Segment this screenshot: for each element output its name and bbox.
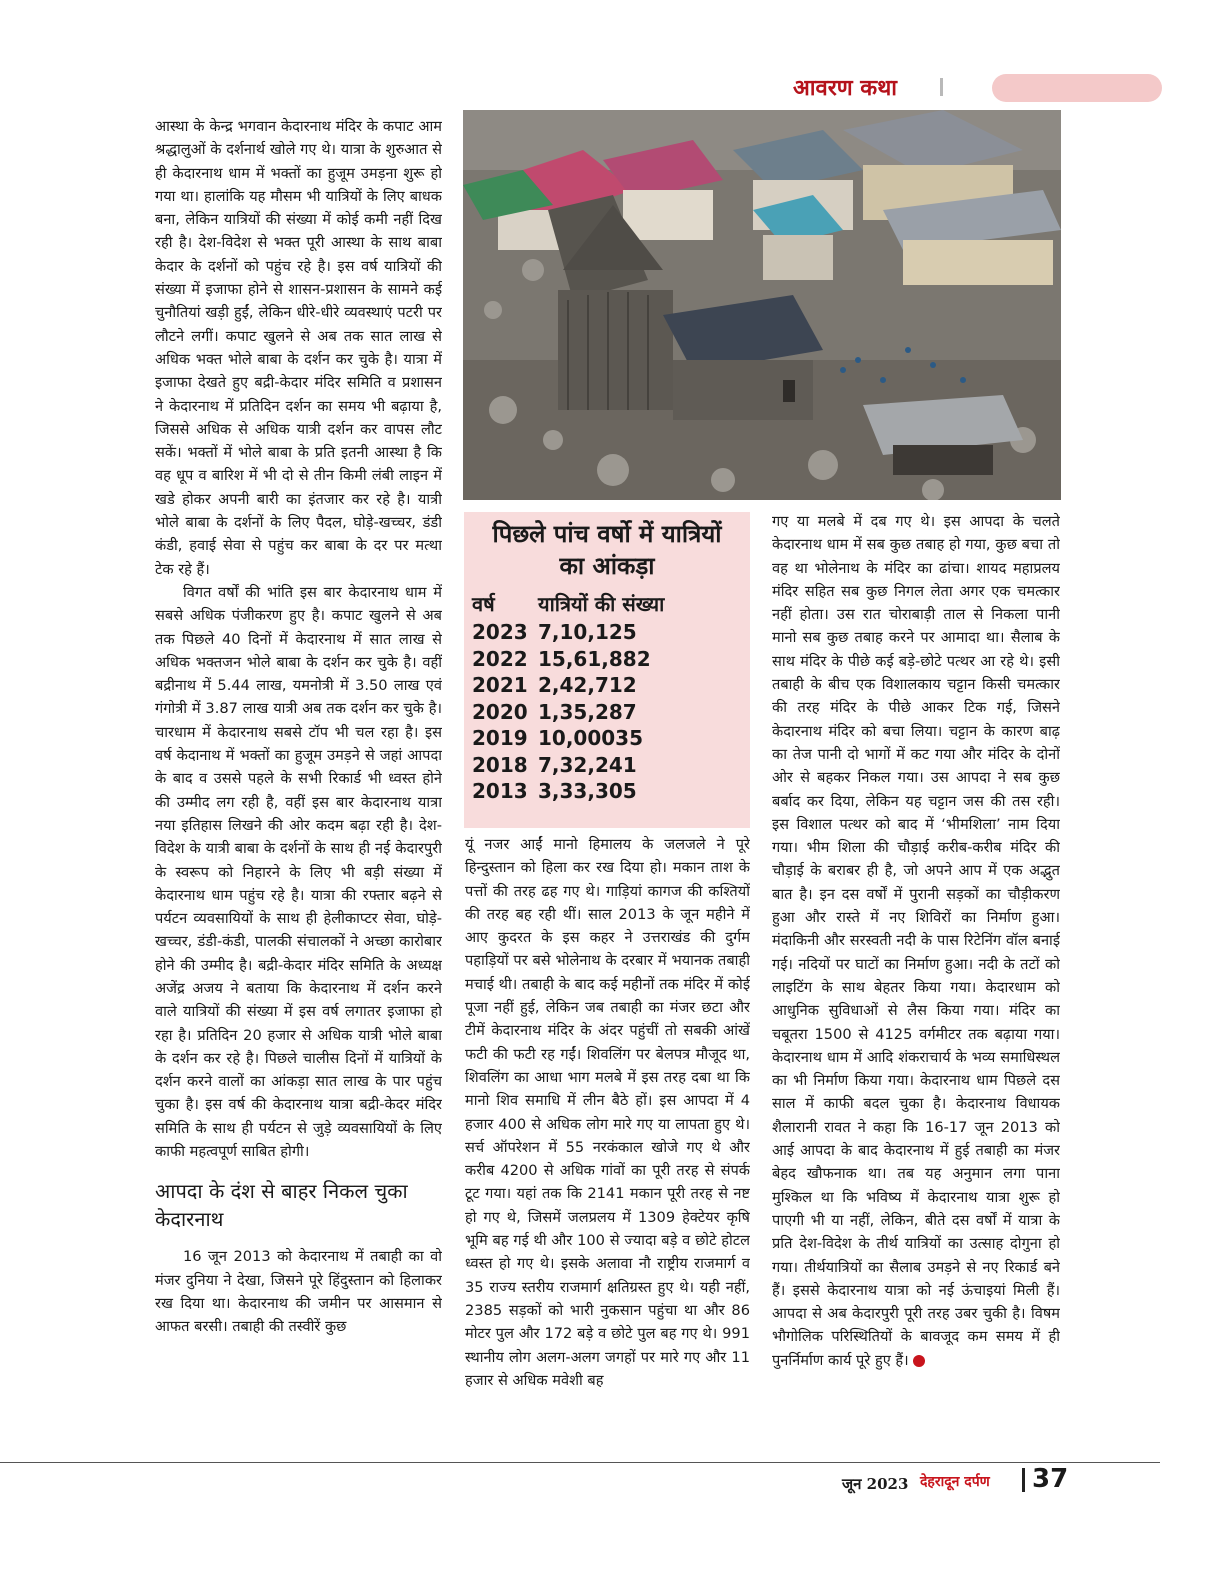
row-year: 2020 xyxy=(472,699,528,724)
stats-row xyxy=(472,699,664,726)
stats-row xyxy=(472,778,664,805)
paragraph-5 xyxy=(772,510,1060,1372)
article-column-1 xyxy=(155,115,442,1450)
row-year: 2022 xyxy=(472,646,528,671)
paragraph-5-text: गए या मलबे में दब गए थे। इस आपदा के चलते केदारनाथ धाम में सब कुछ तबाह हो गया, कुछ बचा तो वह था भोलेनाथ के मंदिर का ढांचा। शायद महाप्रलय मंदिर सहित सब कुछ निगल लेता अगर एक चमत्कार नहीं होता। उस रात चोराबाड़ी ताल से निकला पानी मानो सब कुछ तबाह करने पर आमादा था। सैलाब के साथ मंदिर के पीछे कई बड़े-छोटे पत्थर आ रहे थे। इसी तबाही के बीच एक विशालकाय चट्टान किसी चमत्कार की तरह मंदिर के पीछे आकर टिक गई, जिसने केदारनाथ मंदिर को बचा लिया। चट्टान के कारण बाढ़ का तेज पानी दो भागों में कट गया और मंदिर के दोनों ओर से बहकर निकल गया। उस आपदा ने सब कुछ बर्बाद कर दिया, लेकिन यह चट्टान जस की तस रही। इस विशाल पत्थर को बाद में ‘भीमशिला’ नाम दिया गया। भीम शिला की चौड़ाई करीब-करीब मंदिर की चौड़ाई के बराबर ही है, जो अपने आप में एक अद्भुत बात है। इन दस वर्षों में पुरानी सड़कों का चौड़ीकरण हुआ और रास्ते में नए शिविरों का निर्माण हुआ। मंदाकिनी और सरस्वती नदी के पास रिटेनिंग वॉल बनाई गई। नदियों पर घाटों का निर्माण हुआ। नदी के तटों को लाइटिंग के साथ बेहतर किया गया। केदारधाम को आधुनिक सुविधाओं से लैस किया गया। मंदिर का चबूतरा 1500 से 4125 वर्गमीटर तक बढ़ाया गया। केदारनाथ धाम में आदि शंकराचार्य के भव्य समाधिस्थल का भी निर्माण किया गया। केदारनाथ धाम पिछले दस साल में काफी बदल चुका है। केदारनाथ विधायक शैलारानी रावत ने कहा कि 16-17 जून 2013 को आई आपदा के बाद केदारनाथ में हुई तबाही का मंजर बेहद खौफनाक था। तब यह अनुमान लगा पाना मुश्किल था कि भविष्य में केदारनाथ यात्रा शुरू हो पाएगी भी या नहीं, लेकिन, बीते दस वर्षों में यात्रा के प्रति देश-विदेश के तीर्थ यात्रियों का उत्साह दोगुना हो गया। तीर्थयात्रियों का सैलाब उमड़ने से नए रिकार्ड बने हैं। इससे केदारनाथ यात्रा को नई ऊंचाइयां मिली हैं। आपदा से अब केदारपुरी पूरी तरह उबर चुकी है। विषम भौगोलिक परिस्थितियों के बावजूद कम समय में ही पुनर्निर्माण कार्य पूरे हुए हैं। xyxy=(772,513,1060,1369)
paragraph-1: आस्था के केन्द्र भगवान केदारनाथ मंदिर के कपाट आम श्रद्धालुओं के दर्शनार्थ खोले गए थे। यात्रा के शुरुआत से ही केदारनाथ धाम में भक्तों का हुजूम उमड़ना शुरू हो गया था। हालांकि यह मौसम भी यात्रियों के लिए बाधक बना, लेकिन यात्रियों की संख्या में कोई कमी नहीं दिख रही है। देश-विदेश से भक्त पूरी आस्था के साथ बाबा केदार के दर्शनों को पहुंच रहे है। इस वर्ष यात्रियों की संख्या में इजाफा होने से शासन-प्रशासन के सामने कई चुनौतियां खड़ी हुईं, लेकिन धीरे-धीरे व्यवस्थाएं पटरी पर लौटने लगीं। कपाट खुलने से अब तक सात लाख से अधिक भक्त भोले बाबा के दर्शन कर चुके है। यात्रा में इजाफा देखते हुए बद्री-केदार मंदिर समिति व प्रशासन ने केदारनाथ में प्रतिदिन दर्शन का समय भी बढ़ाया है, जिससे अधिक से अधिक यात्री दर्शन कर वापस लौट सकें। भक्तों में भोले बाबा के प्रति इतनी आस्था है कि वह धूप व बारिश में भी दो से तीन किमी लंबी लाइन में खडे होकर अपनी बारी का इंतजार कर रहे है। यात्री भोले बाबा के दर्शनों के लिए पैदल, घोड़े-खच्चर, डंडी कंडी, हवाई सेवा से पहुंच कर बाबा के दर पर मत्था टेक रहे हैं। xyxy=(155,118,442,578)
row-count: 1,35,287 xyxy=(538,699,637,724)
row-year: 2019 xyxy=(472,726,528,751)
stats-row xyxy=(472,752,664,779)
stats-row xyxy=(472,672,664,699)
issue-date: जून 2023 xyxy=(842,1475,909,1493)
row-count: 10,00035 xyxy=(538,726,644,751)
stats-title: पिछले पांच वर्षो में यात्रियों का आंकड़ा xyxy=(492,520,722,580)
row-count: 15,61,882 xyxy=(538,646,651,671)
row-year: 2013 xyxy=(472,779,528,804)
row-count: 2,42,712 xyxy=(538,673,637,698)
kedarnath-disaster-photo xyxy=(463,110,1061,500)
row-count: 3,33,305 xyxy=(538,779,637,804)
header-separator xyxy=(940,78,943,96)
subheading: आपदा के दंश से बाहर निकल चुका केदारनाथ xyxy=(155,1179,408,1232)
article-column-2 xyxy=(465,833,750,1445)
paragraph-2: विगत वर्षों की भांति इस बार केदारनाथ धाम में सबसे अधिक पंजीकरण हुए है। कपाट खुलने से अब तक पिछले 40 दिनों में केदारनाथ में सात लाख से अधिक भक्तजन भोले बाबा के दर्शन कर चुके है। वहीं बद्रीनाथ में 5.44 लाख, यमनोत्री में 3.50 लाख एवं गंगोत्री में 3.87 लाख यात्री अब तक दर्शन कर चुके है। चारधाम में केदारनाथ सबसे टॉप भी चल रहा है। इस वर्ष केदानाथ में भक्तों का हुजूम उमड़ने से जहां आपदा के बाद व उससे पहले के सभी रिकार्ड भी ध्वस्त होने की उम्मीद लग रही है, वहीं इस बार केदारनाथ यात्रा नया इतिहास लिखने की ओर कदम बढ़ा रही है। देश-विदेश के यात्री बाबा के दर्शनों के साथ ही नई केदारपुरी के स्वरूप को निहारने के लिए भी बड़ी संख्या में केदारनाथ धाम पहुंच रहे है। यात्रा की रफ्तार बढ़ने से पर्यटन व्यवसायियों के साथ ही हेलीकाप्टर सेवा, घोड़े-खच्चर, डंडी-कंडी, पालकी संचालकों ने अच्छा कारोबार होने की उम्मीद है। बद्री-केदार मंदिर समिति के अध्यक्ष अजेंद्र अजय ने बताया कि केदारनाथ में दर्शन करने वाले यात्रियों की संख्या में इस वर्ष लगातर इजाफा हो रहा है। प्रतिदिन 20 हजार से अधिक यात्री भोले बाबा के दर्शन कर रहे है। पिछले चालीस दिनों में यात्रियों के दर्शन करने वालों का आंकड़ा सात लाख के पार पहुंच चुका है। इस वर्ष की केदारनाथ यात्रा बद्री-केदर मंदिर समिति के साथ ही पर्यटन से जुड़े व्यवसायियों के लिए काफी महत्वपूर्ण साबित होगी। xyxy=(155,583,442,1161)
footer-rule xyxy=(0,1462,1160,1463)
stats-table xyxy=(472,588,664,805)
page-number: 37 xyxy=(1032,1464,1069,1494)
stats-row xyxy=(472,725,664,752)
end-mark-icon xyxy=(913,1355,925,1367)
row-year: 2018 xyxy=(472,752,528,777)
row-year: 2023 xyxy=(472,620,528,645)
footer-divider xyxy=(1022,1468,1025,1492)
magazine-name: देहरादून दर्पण xyxy=(920,1474,990,1490)
article-column-3 xyxy=(772,510,1060,1442)
row-count: 7,32,241 xyxy=(538,752,637,777)
section-label: आवरण कथा xyxy=(793,75,897,101)
stats-header-row xyxy=(472,588,664,619)
visitor-stats-box xyxy=(464,512,750,828)
stats-row xyxy=(472,646,664,673)
header-count: यात्रियों की संख्या xyxy=(538,592,665,616)
paragraph-4: यूं नजर आईं मानो हिमालय के जलजले ने पूरे हिन्दुस्तान को हिला कर रख दिया हो। मकान ताश के पत्तों की तरह ढह गए थे। गाड़ियां कागज की कश्तियों की तरह बह रही थीं। साल 2013 के जून महीने में आए कुदरत के इस कहर ने उत्तराखंड की दुर्गम पहाड़ियों पर बसे भोलेनाथ के दरबार में भयानक तबाही मचाई थी। तबाही के बाद कई महीनों तक मंदिर में कोई पूजा नहीं हुई, लेकिन जब तबाही का मंजर छटा और टीमें केदारनाथ मंदिर के अंदर पहुंचीं तो सबकी आंखें फटी की फटी रह गईं। शिवलिंग पर बेलपत्र मौजूद था, शिवलिंग का आधा भाग मलबे में इस तरह दबा था कि मानो शिव समाधि में लीन बैठे हों। इस आपदा में 4 हजार 400 से अधिक लोग मारे गए या लापता हुए थे। सर्च ऑपरेशन में 55 नरकंकाल खोजे गए थे और करीब 4200 से अधिक गांवों का पूरी तरह से संपर्क टूट गया। यहां तक कि 2141 मकान पूरी तरह से नष्ट हो गए थे, जिसमें जलप्रलय में 1309 हेक्टेयर कृषि भूमि बह गई थी और 100 से ज्यादा बड़े व छोटे होटल ध्वस्त हो गए थे। इसके अलावा नौ राष्ट्रीय राजमार्ग व 35 राज्य स्तरीय राजमार्ग क्षतिग्रस्त हुए थे। यही नहीं, 2385 सड़कों को भारी नुकसान पहुंचा था और 86 मोटर पुल और 172 बड़े व छोटे पुल बह गए थे। 991 स्थानीय लोग अलग-अलग जगहों पर मारे गए और 11 हजार से अधिक मवेशी बह xyxy=(465,836,750,1389)
row-year: 2021 xyxy=(472,673,528,698)
header-accent-bar xyxy=(992,74,1162,102)
row-count: 7,10,125 xyxy=(538,620,637,645)
paragraph-3: 16 जून 2013 को केदारनाथ में तबाही का वो मंजर दुनिया ने देखा, जिसने पूरे हिंदुस्तान को हिलाकर रख दिया था। केदारनाथ की जमीन पर आसमान से आफत बरसी। तबाही की तस्वीरें कुछ xyxy=(155,1248,442,1336)
stats-row xyxy=(472,619,664,646)
header-year: वर्ष xyxy=(472,592,495,616)
